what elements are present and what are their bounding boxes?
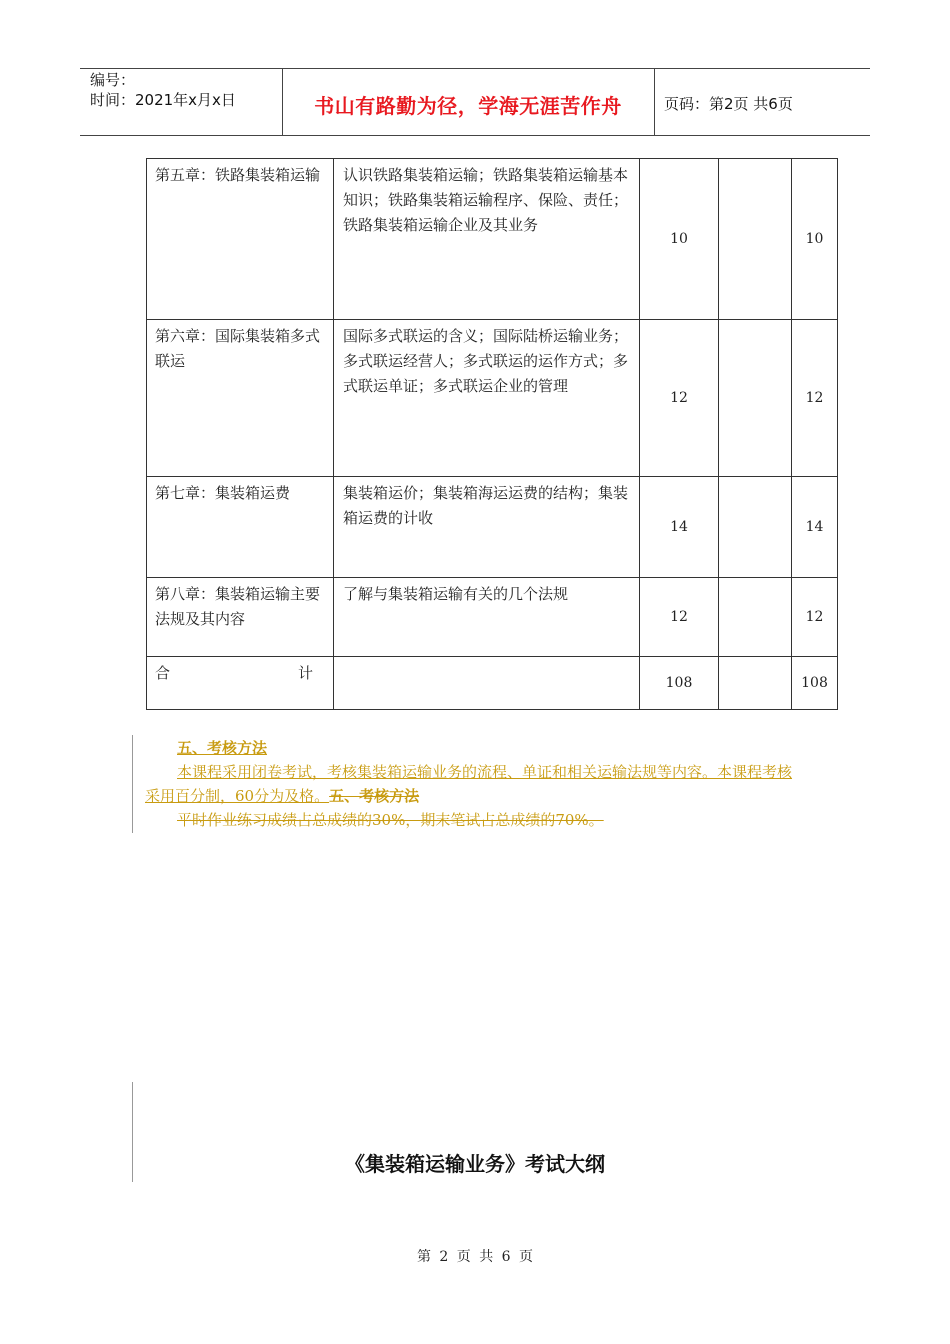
syllabus-table [146,158,838,710]
header-bottom-rule [80,135,870,136]
header-page-label: 页码：第2页 共6页 [664,95,793,113]
extra-cell [719,159,792,320]
assessment-heading: 五、考核方法 [177,739,268,757]
total-cell: 108 [792,657,838,710]
content-cell: 认识铁路集装箱运输；铁路集装箱运输基本知识；铁路集装箱运输程序、保险、责任；铁路集装箱运输企业及其业务 [334,159,640,320]
total-cell: 12 [792,320,838,477]
hours-cell: 12 [640,320,719,477]
deleted-heading: 五、考核方法 [329,787,420,805]
page-footer: 第 2 页 共 6 页 [416,1249,534,1265]
table-row [147,477,838,578]
header-meta [90,70,236,110]
extra-cell [719,657,792,710]
total-cell: 10 [792,159,838,320]
content-cell [334,657,640,710]
total-cell: 12 [792,578,838,657]
chapter-cell: 第六章：国际集装箱多式联运 [147,320,334,477]
extra-cell [719,477,792,578]
hours-cell: 108 [640,657,719,710]
chapter-cell: 第八章：集装箱运输主要法规及其内容 [147,578,334,657]
header-divider-right [654,68,655,135]
content-cell: 了解与集装箱运输有关的几个法规 [334,578,640,657]
header-number-label: 编号： [90,71,136,89]
total-cell: 14 [792,477,838,578]
hours-cell: 12 [640,578,719,657]
header-top-rule [80,68,870,69]
header-time-label: 时间：2021年x月x日 [90,91,236,109]
hours-cell: 10 [640,159,719,320]
hours-cell: 14 [640,477,719,578]
content-cell: 国际多式联运的含义；国际陆桥运输业务；多式联运经营人；多式联运的运作方式；多式联运单证；多式联运企业的管理 [334,320,640,477]
assessment-deleted-line: 平时作业练习成绩占总成绩的30%，期末笔试占总成绩的70%。 [177,811,604,829]
table-row [147,578,838,657]
total-label [155,661,325,686]
total-label-cell [147,657,334,710]
outline-title: 《集装箱运输业务》考试大纲 [345,1152,605,1176]
extra-cell [719,578,792,657]
assessment-body: 本课程采用闭卷考试，考核集装箱运输业务的流程、单证和相关运输法规等内容。本课程考核采用百分制，60分为及格。五、考核方法 [145,763,793,805]
total-label-left: 合 [155,664,171,682]
chapter-cell: 第七章：集装箱运费 [147,477,334,578]
header-motto: 书山有路勤为径，学海无涯苦作舟 [314,94,622,118]
assessment-section [145,736,805,832]
content-cell: 集装箱运价；集装箱海运运费的结构；集装箱运费的计收 [334,477,640,578]
change-bar [132,735,133,833]
total-label-right: 计 [297,664,313,682]
chapter-cell: 第五章：铁路集装箱运输 [147,159,334,320]
table-row [147,159,838,320]
extra-cell [719,320,792,477]
table-row [147,320,838,477]
table-total-row [147,657,838,710]
